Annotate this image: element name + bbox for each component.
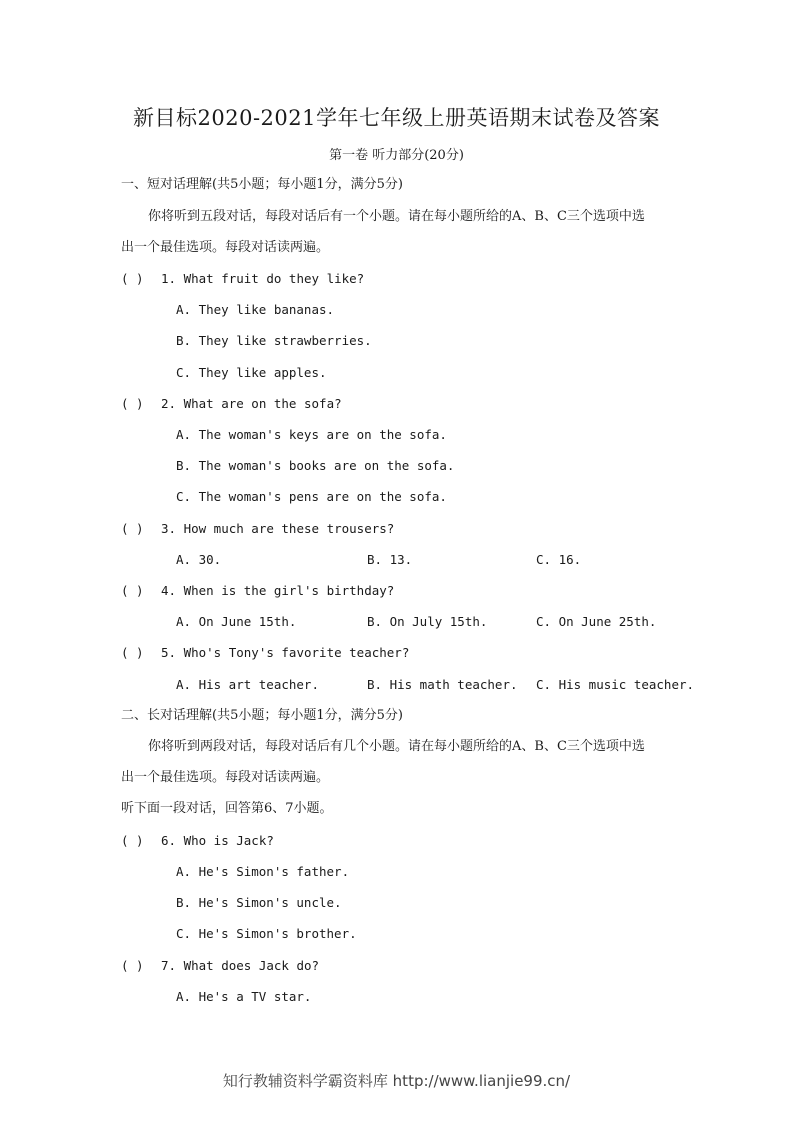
- question-text: 3. How much are these trousers?: [161, 521, 395, 536]
- answer-blank[interactable]: ( ): [121, 645, 144, 660]
- option-a: A. His art teacher.: [176, 677, 319, 692]
- question-5: [121, 644, 409, 662]
- option-b: B. On July 15th.: [367, 614, 488, 629]
- question-text: 6. Who is Jack?: [161, 833, 274, 848]
- answer-blank[interactable]: ( ): [121, 521, 144, 536]
- option-b: B. He's Simon's uncle.: [176, 895, 342, 910]
- answer-blank[interactable]: ( ): [121, 583, 144, 598]
- question-text: 7. What does Jack do?: [161, 958, 320, 973]
- footer-watermark[interactable]: 知行教辅资料学霸资料库 http://www.lianjie99.cn/: [222, 1072, 571, 1090]
- option-b: B. 13.: [367, 552, 413, 567]
- section2-heading: 二、长对话理解(共5小题；每小题1分，满分5分): [121, 708, 403, 723]
- question-4: [121, 582, 394, 600]
- option-c: C. His music teacher.: [536, 677, 695, 692]
- answer-blank[interactable]: ( ): [121, 396, 144, 411]
- section2-subinstruction: 听下面一段对话，回答第6、7小题。: [121, 801, 333, 816]
- option-c: C. They like apples.: [176, 365, 327, 380]
- question-text: 4. When is the girl's birthday?: [161, 583, 395, 598]
- option-a: A. The woman's keys are on the sofa.: [176, 427, 447, 442]
- option-c: C. On June 25th.: [536, 614, 657, 629]
- answer-blank[interactable]: ( ): [121, 833, 144, 848]
- question-2: [121, 395, 342, 413]
- section-subtitle: 第一卷 听力部分(20分): [329, 148, 464, 163]
- question-7: [121, 957, 319, 975]
- option-c: C. The woman's pens are on the sofa.: [176, 489, 447, 504]
- option-a: A. On June 15th.: [176, 614, 297, 629]
- option-a: A. He's Simon's father.: [176, 864, 350, 879]
- option-b: B. His math teacher.: [367, 677, 518, 692]
- option-a: A. He's a TV star.: [176, 989, 312, 1004]
- option-b: B. The woman's books are on the sofa.: [176, 458, 455, 473]
- question-3: [121, 520, 394, 538]
- answer-blank[interactable]: ( ): [121, 958, 144, 973]
- section1-heading: 一、短对话理解(共5小题；每小题1分，满分5分): [121, 177, 403, 192]
- question-1: [121, 270, 364, 288]
- question-text: 2. What are on the sofa?: [161, 396, 342, 411]
- answer-blank[interactable]: ( ): [121, 271, 144, 286]
- question-text: 5. Who's Tony's favorite teacher?: [161, 645, 410, 660]
- option-c: C. 16.: [536, 552, 582, 567]
- option-a: A. They like bananas.: [176, 302, 335, 317]
- section1-instruction-cont: 出一个最佳选项。每段对话读两遍。: [121, 240, 330, 255]
- option-a: A. 30.: [176, 552, 222, 567]
- option-c: C. He's Simon's brother.: [176, 926, 357, 941]
- section2-instruction-cont: 出一个最佳选项。每段对话读两遍。: [121, 770, 330, 785]
- option-b: B. They like strawberries.: [176, 333, 372, 348]
- section2-instruction: 你将听到两段对话，每段对话后有几个小题。请在每小题所给的A、B、C三个选项中选: [148, 739, 645, 754]
- question-6: [121, 832, 274, 850]
- page-title: 新目标2020-2021学年七年级上册英语期末试卷及答案: [133, 106, 660, 130]
- question-text: 1. What fruit do they like?: [161, 271, 365, 286]
- section1-instruction: 你将听到五段对话，每段对话后有一个小题。请在每小题所给的A、B、C三个选项中选: [148, 209, 645, 224]
